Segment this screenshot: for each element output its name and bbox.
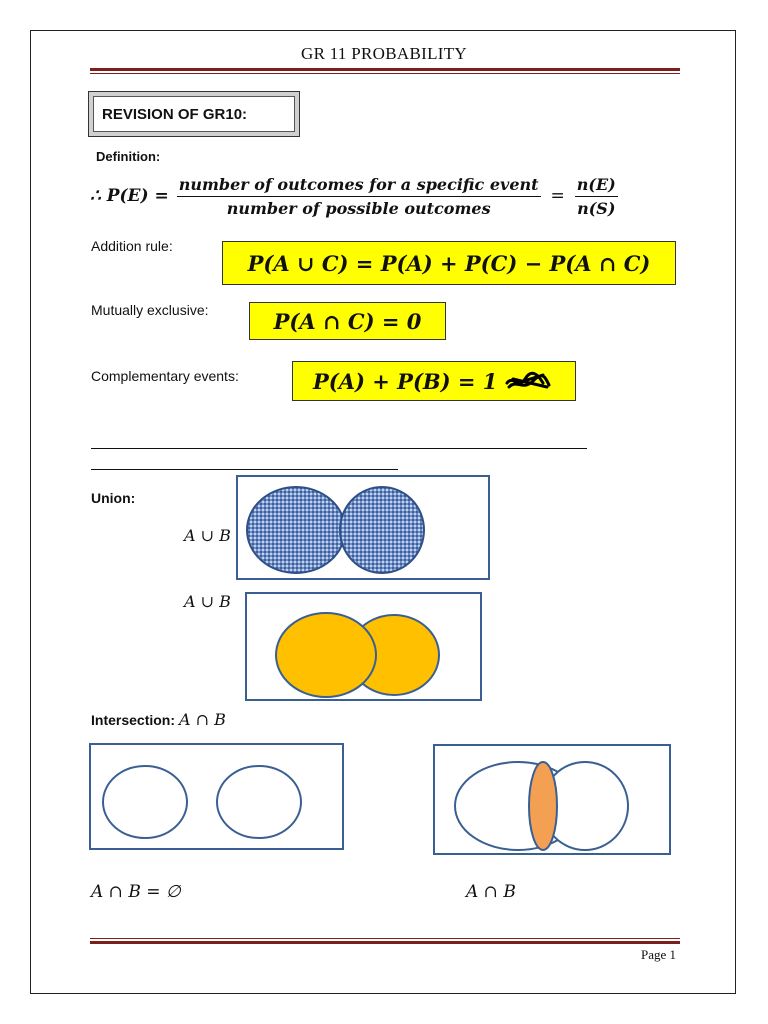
intersection-heading bbox=[91, 710, 226, 729]
intersection-region bbox=[529, 762, 557, 850]
union-label: Union: bbox=[91, 490, 136, 506]
circle-a bbox=[276, 613, 376, 697]
header-rule bbox=[90, 68, 680, 71]
definition-fraction bbox=[177, 175, 541, 218]
union-notation-2: A ∪ B bbox=[184, 592, 231, 611]
intersection-overlap-circles bbox=[435, 746, 669, 853]
union-overlap-circles bbox=[247, 594, 480, 699]
scribble-mark bbox=[503, 369, 553, 393]
definition-numerator: number of outcomes for a specific event bbox=[177, 175, 541, 197]
union-venn-overlap bbox=[245, 592, 482, 701]
intersection-venn-empty bbox=[89, 743, 344, 850]
union-disjoint-circles bbox=[238, 477, 488, 578]
intersection-caption-right: A ∩ B bbox=[466, 882, 516, 902]
intersection-label-math: A ∩ B bbox=[179, 710, 226, 729]
definition-equals: = bbox=[550, 186, 565, 206]
intersection-label: Intersection: bbox=[91, 712, 176, 728]
page-header-title: GR 11 PROBABILITY bbox=[301, 44, 467, 63]
intersection-venn-overlap bbox=[433, 744, 671, 855]
mutually-exclusive-box bbox=[249, 302, 446, 340]
revision-heading-box bbox=[88, 91, 300, 137]
definition-ratio-denominator: n(S) bbox=[577, 198, 616, 218]
blank-line-2 bbox=[91, 469, 398, 470]
definition-denominator: number of possible outcomes bbox=[226, 198, 491, 218]
footer-rule-thin bbox=[90, 938, 680, 939]
blank-line-1 bbox=[91, 448, 587, 449]
intersection-caption-left: A ∩ B = ∅ bbox=[91, 882, 181, 902]
addition-rule-label: Addition rule: bbox=[91, 238, 173, 254]
complementary-label: Complementary events: bbox=[91, 368, 239, 384]
mutually-exclusive-label: Mutually exclusive: bbox=[91, 302, 209, 318]
union-venn-disjoint bbox=[236, 475, 490, 580]
definition-ratio bbox=[575, 175, 618, 218]
intersection-disjoint-circles bbox=[91, 745, 342, 848]
mutually-exclusive-formula: P(A ∩ C) = 0 bbox=[273, 308, 422, 334]
circle-b bbox=[340, 487, 424, 573]
union-notation-1: A ∪ B bbox=[184, 526, 231, 545]
header-rule-thin bbox=[90, 73, 680, 74]
complementary-box bbox=[292, 361, 576, 401]
footer-rule bbox=[90, 941, 680, 944]
definition-label: Definition: bbox=[96, 149, 161, 164]
addition-rule-formula: P(A ∪ C) = P(A) + P(C) − P(A ∩ C) bbox=[247, 250, 651, 276]
page-number: Page 1 bbox=[640, 947, 676, 962]
complementary-formula: P(A) + P(B) = 1 bbox=[313, 368, 498, 394]
circle-b bbox=[217, 766, 301, 838]
addition-rule-box bbox=[222, 241, 676, 285]
circle-a bbox=[103, 766, 187, 838]
definition-formula bbox=[90, 168, 710, 224]
definition-lhs: ∴ P(E) = bbox=[90, 186, 169, 206]
circle-a bbox=[247, 487, 345, 573]
revision-heading: REVISION OF GR10: bbox=[93, 96, 295, 132]
definition-ratio-numerator: n(E) bbox=[575, 175, 618, 197]
